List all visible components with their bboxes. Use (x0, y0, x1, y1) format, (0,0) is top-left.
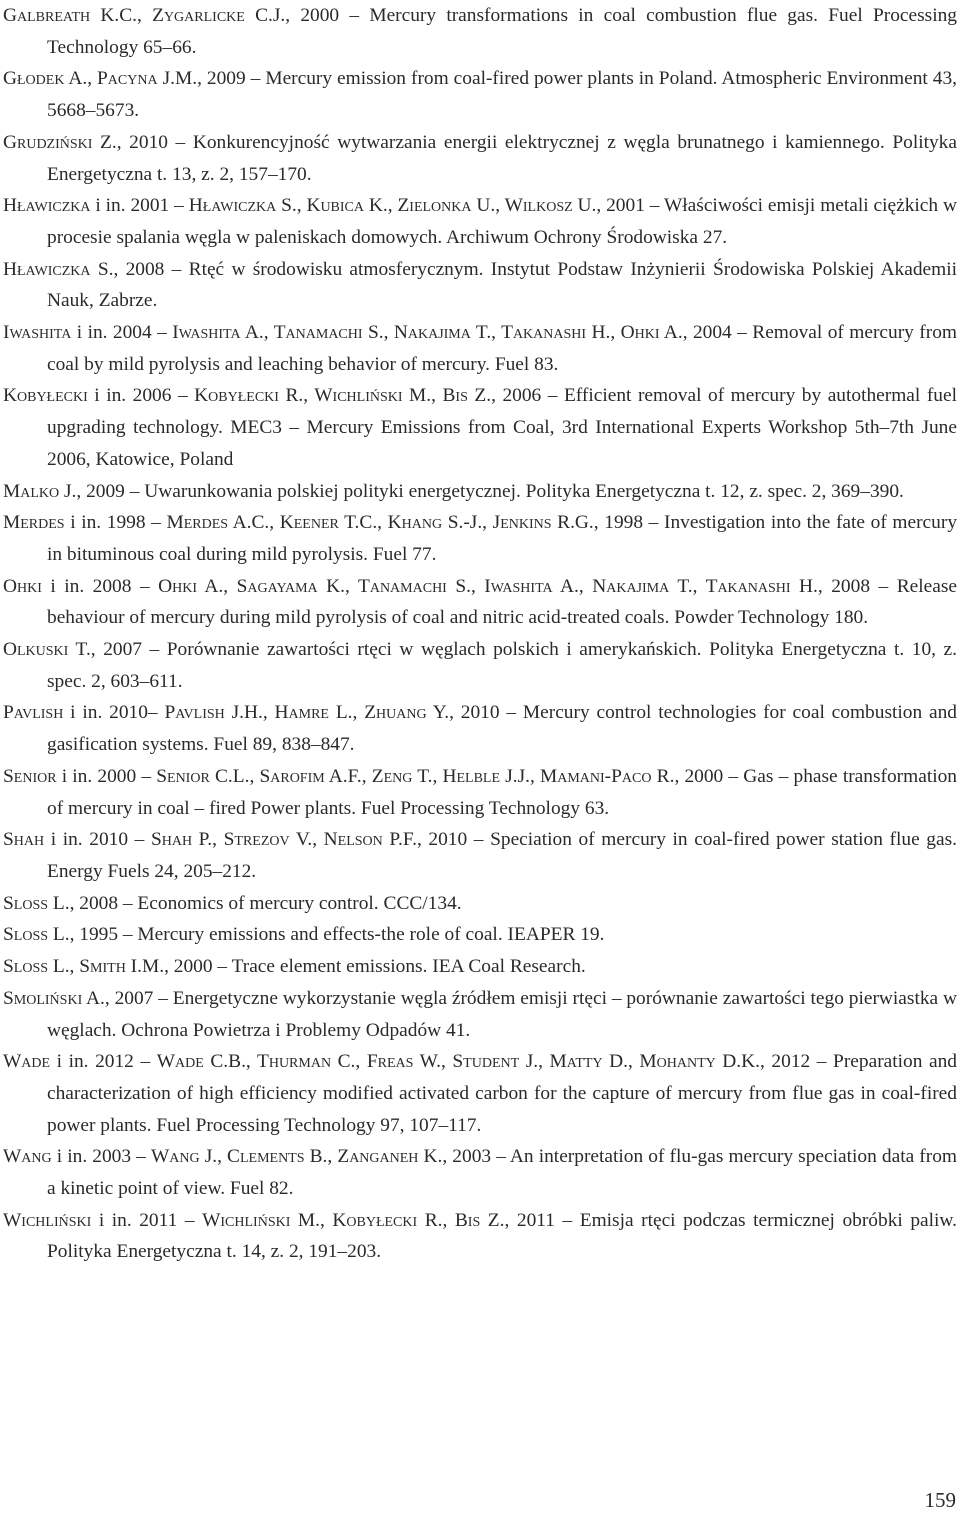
reference-text: , 2004 – Removal of mercury from coal by mild pyrolysis and leaching behavior of mercury. Fuel 83. (47, 322, 957, 375)
reference-authors: Sloss L. (3, 924, 70, 946)
reference-item (3, 888, 957, 920)
reference-text: i in. 2012 – (50, 1051, 157, 1073)
reference-text: i in. 2011 – (91, 1209, 203, 1231)
reference-authors: Senior (3, 765, 57, 787)
reference-text: , 2010 – Konkurencyjność wytwarzania energii elektrycznej z węgla brunatnego i kamiennego. Polityka Energetyczna t. 13, z. 2, 157–170. (47, 131, 957, 185)
reference-list (3, 0, 957, 1268)
reference-authors: Ohki (3, 575, 42, 597)
reference-text: , 2000 – Trace element emissions. IEA Coal Research. (164, 956, 586, 978)
reference-authors: Hławiczka S., Kubica K., Zielonka U., Wilkosz U. (188, 195, 597, 217)
reference-authors: Sloss L., Smith I.M. (3, 956, 165, 978)
reference-authors: Pavlish (3, 702, 64, 724)
reference-authors: Wang J., Clements B., Zanganeh K. (150, 1146, 443, 1168)
reference-authors: Shah (3, 829, 45, 851)
reference-authors: Merdes (3, 512, 65, 534)
reference-authors: Shah P., Strezov V., Nelson P.F. (150, 829, 417, 851)
reference-item (3, 63, 957, 126)
reference-text: i in. 2000 – (56, 765, 157, 787)
reference-text: , 2000 – Gas – phase transformation of mercury in coal – fired Power plants. Fuel Processing Technology 63. (47, 765, 957, 819)
reference-text: i in. 2004 – (71, 322, 173, 344)
reference-item (3, 634, 957, 697)
reference-authors: Olkuski T. (3, 639, 91, 661)
reference-authors: Wade C.B., Thurman C., Freas W., Student J., Matty D., Mohanty D.K. (156, 1051, 761, 1073)
reference-item (3, 761, 957, 824)
reference-text: i in. 2003 – (51, 1146, 151, 1168)
reference-item (3, 190, 957, 253)
reference-authors: Sloss L. (3, 892, 70, 914)
reference-text: , 2008 – Economics of mercury control. CCC/134. (69, 892, 462, 914)
reference-authors: Kobyłecki R., Wichliński M., Bis Z. (194, 385, 492, 407)
reference-item (3, 507, 957, 570)
reference-authors: Pavlish J.H., Hamre L., Zhuang Y. (164, 702, 450, 724)
reference-text: , 2010 – Mercury control technologies for coal combustion and gasification systems. Fuel 89, 838–847. (47, 702, 957, 756)
reference-authors: Hławiczka (3, 195, 91, 217)
reference-authors: Głodek A., Pacyna J.M. (3, 68, 198, 90)
reference-text: i in. 1998 – (64, 512, 167, 534)
reference-authors: Ohki A., Sagayama K., Tanamachi S., Iwashita A., Nakajima T., Takanashi H. (158, 575, 818, 597)
reference-text: , 2011 – Emisja rtęci podczas termicznej obróbki paliw. Polityka Energetyczna t. 14, z. 2, 191–203. (47, 1209, 957, 1263)
reference-item (3, 919, 957, 951)
reference-item (3, 697, 957, 760)
reference-text: , 2012 – Preparation and characterization of high efficiency modified activated carbon for the capture of mercury from flue gas in coal-fired power plants. Fuel Processing Technology 97, 107–117. (47, 1051, 957, 1136)
reference-text: , 2008 – Rtęć w środowisku atmosferycznym. Instytut Podstaw Inżynierii Środowiska Polskiej Akademii Nauk, Zabrze. (47, 258, 958, 312)
reference-item (3, 0, 957, 63)
reference-authors: Wichliński M., Kobyłecki R., Bis Z. (202, 1209, 505, 1231)
reference-text: , 2007 – Energetyczne wykorzystanie węgla źródłem emisji rtęci – porównanie zawartości tego pierwiastka w węglach. Ochrona Powietrza i Problemy Odpadów 41. (47, 987, 958, 1041)
page-number: 159 (924, 1488, 956, 1512)
reference-text: , 2008 – Release behaviour of mercury during mild pyrolysis of coal and nitric acid-treated coals. Powder Technology 180. (47, 575, 957, 629)
reference-text: , 1998 – Investigation into the fate of mercury in bituminous coal during mild pyrolysis. Fuel 77. (47, 512, 958, 565)
reference-authors: Hławiczka S. (3, 258, 114, 280)
reference-item (3, 571, 957, 634)
reference-authors: Wade (3, 1051, 51, 1073)
reference-item (3, 1141, 957, 1204)
reference-text: , 2007 – Porównanie zawartości rtęci w węglach polskich i amerykańskich. Polityka Energetyczna t. 10, z. spec. 2, 603–611. (47, 639, 957, 692)
reference-authors: Iwashita (3, 322, 72, 344)
reference-item (3, 1205, 957, 1268)
reference-authors: Wichliński (3, 1209, 92, 1231)
reference-authors: Wang (3, 1146, 52, 1168)
reference-authors: Iwashita A., Tanamachi S., Nakajima T., Takanashi H., Ohki A. (172, 322, 683, 344)
reference-text: i in. 2006 – (87, 385, 195, 407)
reference-text: , 2010 – Speciation of mercury in coal-fired power station flue gas. Energy Fuels 24, 205–212. (47, 829, 957, 882)
reference-text: , 2009 – Mercury emission from coal-fired power plants in Poland. Atmospheric Environment 43, 5668–5673. (47, 68, 958, 122)
reference-text: , 2000 – Mercury transformations in coal combustion flue gas. Fuel Processing Technology 65–66. (47, 5, 957, 58)
reference-text: i in. 2008 – (41, 575, 159, 597)
reference-authors: Senior C.L., Sarofim A.F., Zeng T., Helble J.J., Mamani-Paco R. (156, 765, 675, 787)
reference-item (3, 824, 957, 887)
reference-text: i in. 2010 – (44, 829, 151, 851)
reference-text: i in. 2001 – (90, 195, 189, 217)
reference-text: , 2001 – Właściwości emisji metali ciężkich w procesie spalania węgla w paleniskach domowych. Archiwum Ochrony Środowiska 27. (47, 195, 957, 248)
reference-item (3, 951, 957, 983)
reference-item (3, 1046, 957, 1141)
reference-item (3, 380, 957, 475)
reference-authors: Malko J. (3, 480, 77, 502)
reference-authors: Kobyłecki (3, 385, 88, 407)
reference-text: , 2006 – Efficient removal of mercury by autothermal fuel upgrading technology. MEC3 – Mercury Emissions from Coal, 3rd International Experts Workshop 5th–7th June 2006, Katowice, Poland (47, 385, 957, 470)
reference-item (3, 254, 957, 317)
reference-item (3, 983, 957, 1046)
reference-item (3, 476, 957, 508)
reference-text: , 2003 – An interpretation of flu-gas mercury speciation data from a kinetic point of view. Fuel 82. (47, 1146, 957, 1200)
reference-text: , 1995 – Mercury emissions and effects-the role of coal. IEAPER 19. (69, 924, 605, 946)
reference-text: , 2009 – Uwarunkowania polskiej polityki energetycznej. Polityka Energetyczna t. 12, z. spec. 2, 369–390. (76, 480, 904, 502)
reference-authors: Galbreath K.C., Zygarlicke C.J. (3, 5, 286, 26)
reference-text: i in. 2010– (63, 702, 165, 724)
reference-authors: Merdes A.C., Keener T.C., Khang S.-J., Jenkins R.G. (166, 512, 594, 534)
reference-authors: Smoliński A. (3, 987, 105, 1009)
reference-item (3, 127, 957, 190)
reference-item (3, 317, 957, 380)
reference-authors: Grudziński Z. (3, 131, 117, 153)
